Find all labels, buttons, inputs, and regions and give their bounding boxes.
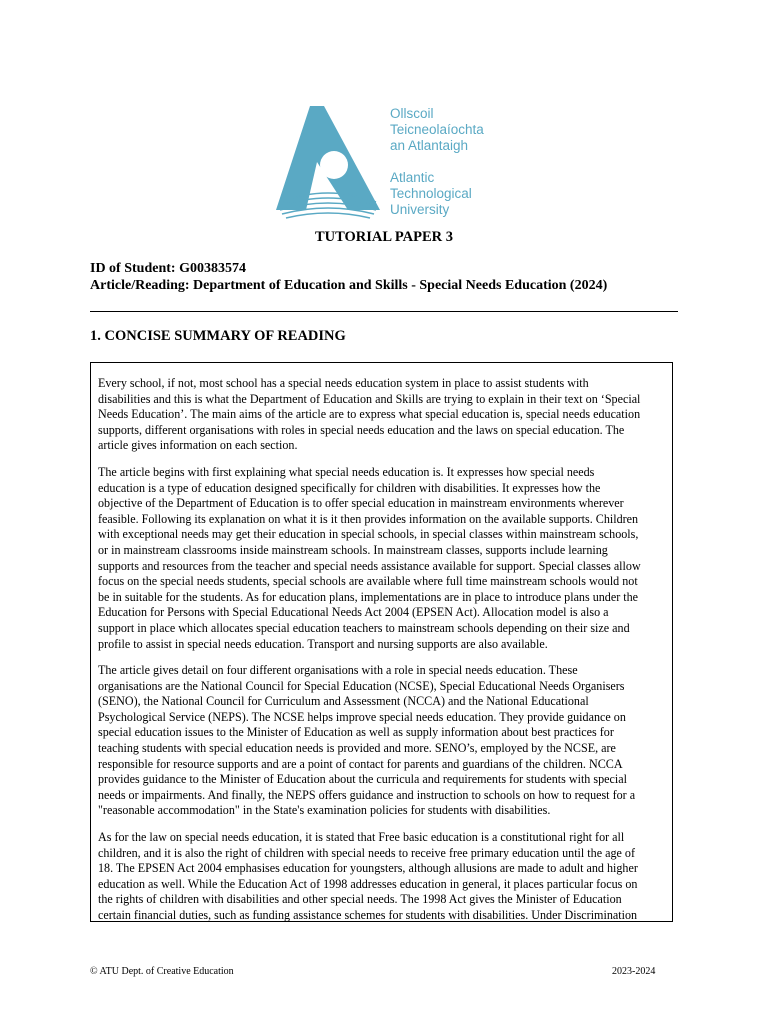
logo-line: Atlantic <box>390 170 435 185</box>
summary-line: The article begins with first explaining what special needs education is. It expresses how special needs <box>98 464 595 479</box>
logo-line: Ollscoil <box>390 106 434 121</box>
summary-content <box>91 363 672 922</box>
summary-line: responsible for resource supports and are a point of contact for parents and guardians of the children. NCCA <box>98 756 623 771</box>
footer-year: 2023-2024 <box>612 966 656 977</box>
summary-line: or in mainstream classrooms inside mainstream schools. In mainstream classes, supports include learning <box>98 542 608 557</box>
summary-line: "reasonable accommodation" in the State's examination policies for students with disabilities. <box>98 803 551 818</box>
summary-line: objective of the Department of Education is to offer special education in mainstream environments wherever <box>98 496 624 511</box>
summary-line: As for the law on special needs education, it is stated that Free basic education is a constitutional right for all <box>98 830 625 845</box>
logo-english-name <box>390 170 472 218</box>
summary-line: needs or impairments. And finally, the NEPS offers guidance and instruction to schools on how to request for a <box>98 787 636 802</box>
student-id: ID of Student: G00383574 <box>90 261 246 276</box>
summary-line: Psychological Service (NEPS). The NCSE helps improve special needs education. They provide guidance on <box>98 709 626 724</box>
footer-copyright: © ATU Dept. of Creative Education <box>90 966 234 977</box>
summary-paragraph <box>98 830 666 922</box>
summary-line: be in suitable for the students. As for education plans, implementations are in place to introduce plans under the <box>98 589 639 604</box>
summary-line: Every school, if not, most school has a special needs education system in place to assist students with <box>98 376 589 390</box>
summary-paragraph <box>98 465 666 652</box>
document-title: TUTORIAL PAPER 3 <box>314 229 454 245</box>
summary-line: the rights of children with disabilities and other special needs. The 1998 Act gives the Minister of Education <box>98 892 622 907</box>
logo-line: an Atlantaigh <box>390 138 469 153</box>
summary-line: 18. The EPSEN Act 2004 emphasises education for youngsters, although allusions are made to adult and higher <box>98 861 638 876</box>
summary-line: The article gives detail on four different organisations with a role in special needs education. These <box>98 663 578 678</box>
atu-logo <box>276 100 496 228</box>
logo-irish-name <box>390 106 484 154</box>
summary-line: Education for Persons with Special Educational Needs Act 2004 (EPSEN Act). Allocation model is also a <box>98 605 609 620</box>
document-meta <box>90 260 607 294</box>
summary-line: focus on the special needs students, special schools are available where full time mainstream schools would not <box>98 574 638 589</box>
summary-line: education is a type of education designed specifically for children with disabilities. It expresses how the <box>98 480 601 495</box>
summary-line: organisations are the National Council for Special Education (NCSE), Special Educational Needs Organisers <box>98 678 625 693</box>
article-reading: Article/Reading: Department of Education and Skills - Special Needs Education (2024) <box>90 278 608 293</box>
summary-line: education as well. While the Education Act of 1998 addresses education in general, it places particular focus on <box>98 876 638 891</box>
summary-line: children, and it is also the right of children with special needs to receive free primary education until the age of <box>98 845 635 860</box>
summary-line: feasible. Following its explanation on what it is it then provides information on the available supports. Children <box>98 511 639 526</box>
summary-line: with exceptional needs may get their education in special schools, in special classes within mainstream schools, <box>98 527 639 542</box>
summary-line: provides guidance to the Minister of Education about the curricula and requirements for students with special <box>98 772 627 787</box>
summary-line: disabilities and this is what the Department of Education and Skills are trying to explain in their text on ‘Special <box>98 391 641 406</box>
summary-line: certain financial duties, such as funding assistance schemes for students with disabilities. Under Discrimination <box>98 908 638 922</box>
summary-line: (SENO), the National Council for Curriculum and Assessment (NCCA) and the National Educational <box>98 694 589 709</box>
logo-line: Technological <box>390 186 472 201</box>
logo-line: University <box>390 202 450 217</box>
summary-line: support in place which allocates special education teachers to mainstream schools depending on their size and <box>98 620 630 635</box>
summary-line: article gives information on each section. <box>98 438 298 453</box>
summary-paragraph <box>98 376 666 454</box>
summary-line: supports and resources from the teacher and special needs assistance available for support. Special classes allow <box>98 558 641 573</box>
summary-line: Needs Education’. The main aims of the article are to express what special education is, special needs education <box>98 407 641 422</box>
logo-line: Teicneolaíochta <box>390 122 484 137</box>
summary-line: special education issues to the Minister of Education as well as supply information about best practices for <box>98 725 614 740</box>
summary-paragraph <box>98 663 666 819</box>
section-heading: 1. CONCISE SUMMARY OF READING <box>90 328 346 344</box>
summary-line: teaching students with special education needs is provided and more. SENO’s, employed by the NCSE, are <box>98 741 616 756</box>
horizontal-divider <box>90 311 678 312</box>
atu-logo-emblem <box>276 104 380 224</box>
summary-line: supports, different organisations with roles in special needs education and the laws on special education. The <box>98 422 625 437</box>
summary-box <box>90 362 673 922</box>
summary-line: profile to assist in special needs education. Transport and nursing supports are also available. <box>98 636 548 651</box>
